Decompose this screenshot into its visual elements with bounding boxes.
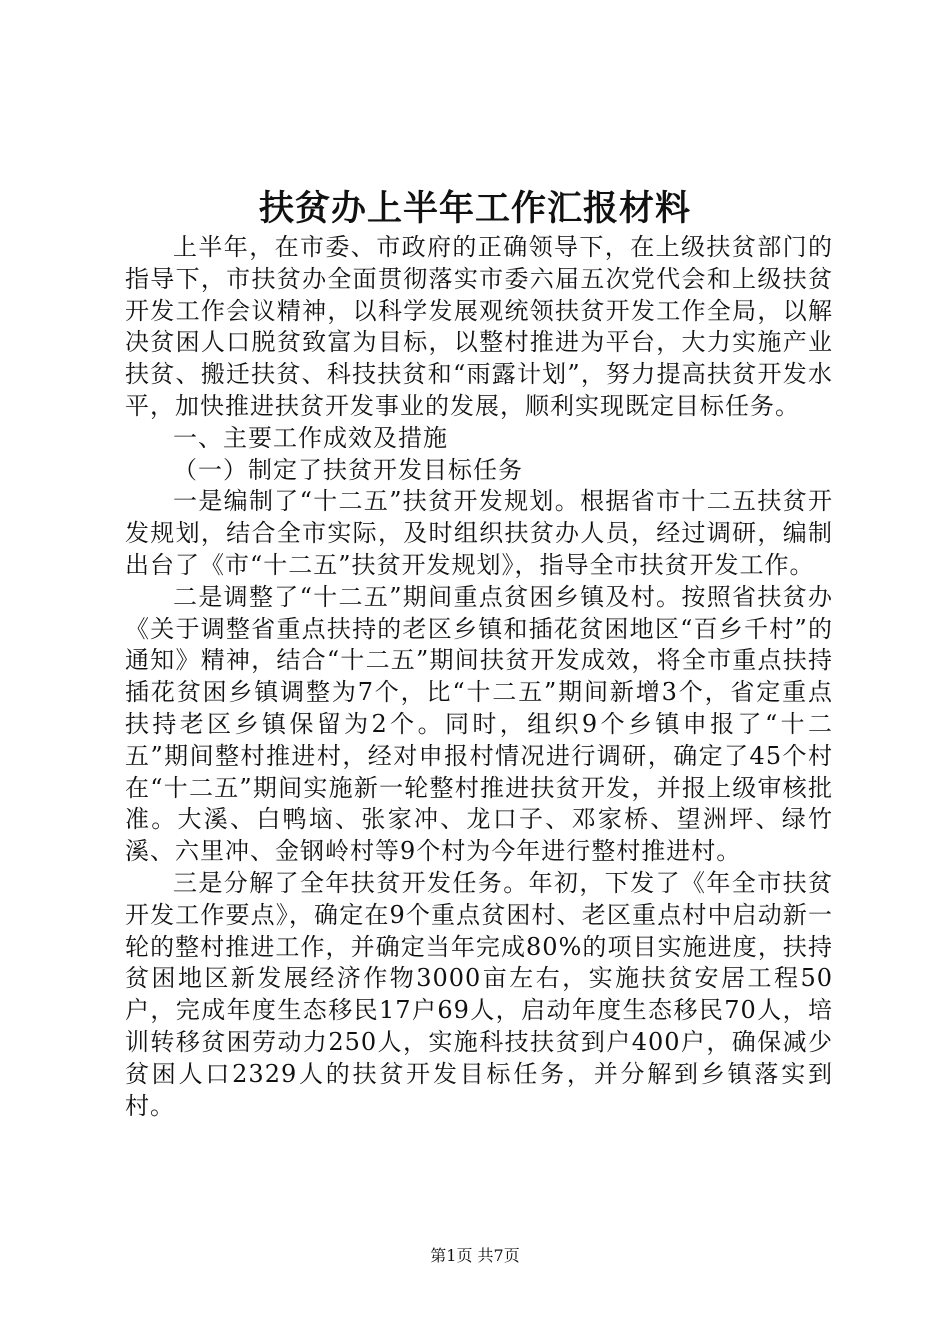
paragraph-intro: 上半年，在市委、市政府的正确领导下，在上级扶贫部门的指导下，市扶贫办全面贯彻落实市委六届五次党代会和上级扶贫开发工作会议精神，以科学发展观统领扶贫开发工作全局，以解决贫困人口脱贫致富为目标，以整村推进为平台，大力实施产业扶贫、搬迁扶贫、科技扶贫和“雨露计划”，努力提高扶贫开发水平，加快推进扶贫开发事业的发展，顺利实现既定目标任务。 bbox=[125, 233, 833, 420]
document-title: 扶贫办上半年工作汇报材料 bbox=[258, 188, 691, 229]
page-number-footer: 第1页 共7页 bbox=[430, 1246, 520, 1265]
section-heading: 一、主要工作成效及措施 bbox=[173, 423, 448, 452]
paragraph-item-2: 二是调整了“十二五”期间重点贫困乡镇及村。按照省扶贫办《关于调整省重点扶持的老区乡镇和插花贫困地区“百乡千村”的通知》精神，结合“十二五”期间扶贫开发成效，将全市重点扶持插花贫困乡镇调整为7个，比“十二五”期间新增3个，省定重点扶持老区乡镇保留为2个。同时，组织9个乡镇申报了“十二五”期间整村推进村，经对申报村情况进行调研，确定了45个村在“十二五”期间实施新一轮整村推进扶贫开发，并报上级审核批准。大溪、白鸭垴、张家冲、龙口子、邓家桥、望洲坪、绿竹溪、六里冲、金钢岭村等9个村为今年进行整村推进村。 bbox=[125, 582, 833, 866]
paragraph-item-1: 一是编制了“十二五”扶贫开发规划。根据省市十二五扶贫开发规划，结合全市实际，及时组织扶贫办人员，经过调研，编制出台了《市“十二五”扶贫开发规划》，指导全市扶贫开发工作。 bbox=[125, 487, 833, 579]
document-body bbox=[125, 232, 833, 1122]
subsection-heading: （一）制定了扶贫开发目标任务 bbox=[173, 455, 523, 484]
paragraph-item-3: 三是分解了全年扶贫开发任务。年初，下发了《年全市扶贫开发工作要点》，确定在9个重点贫困村、老区重点村中启动新一轮的整村推进工作，并确定当年完成80%的项目实施进度，扶持贫困地区新发展经济作物3000亩左右，实施扶贫安居工程50户，完成年度生态移民17户69人，启动年度生态移民70人，培训转移贫困劳动力250人，实施科技扶贫到户400户，确保减少贫困人口2329人的扶贫开发目标任务，并分解到乡镇落实到村。 bbox=[125, 868, 833, 1120]
